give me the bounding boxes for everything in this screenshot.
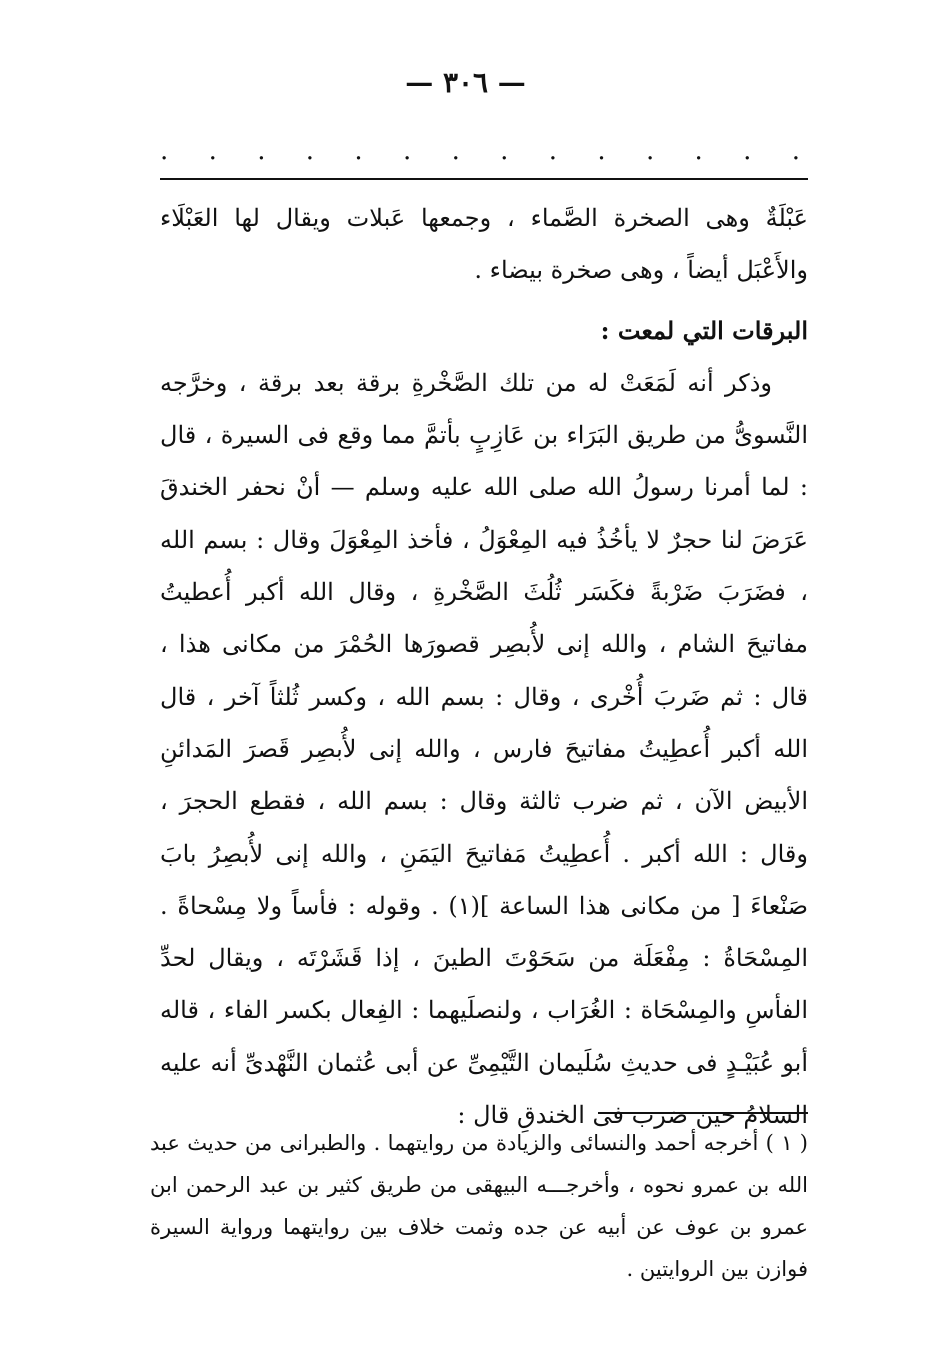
footnote-rule (598, 1112, 808, 1114)
separator-dot: . (451, 136, 460, 166)
separator-dot: . (257, 136, 266, 166)
separator-dot: . (402, 136, 412, 166)
separator-dot: . (645, 136, 655, 166)
separator-dot: . (694, 136, 703, 166)
paragraph-2: وذكر أنه لَمَعَتْ له من تلك الصَّخْرةِ برقة بعد برقة ، وخرَّجه النَّسوىُّ من طريق البَرَاء بن عَازِبٍ بأتمَّ مما وقع فى السيرة ، قال : لما أمرنا رسولُ الله صلى الله عليه وسلم — أنْ نحفر الخندقَ عَرَضَ لنا حجرٌ لا يأخُذُ فيه المِعْوَلُ ، فأخذ المِعْوَلَ وقال : بسم الله ، فضَرَبَ ضَرْبةً فكَسَر ثُلُثَ الصَّخْرةِ ، وقال الله أكبر أُعطيتُ مفاتيحَ الشام ، والله إنى لأُبصِر قصورَها الحُمْرَ من مكانى هذا ، قال : ثم ضَربَ أُخْرى ، وقال : بسم الله ، وكسر ثُلثاً آخر ، قال الله أكبر أُعطِيتُ مفاتيحَ فارس ، والله إنى لأُبصِر قَصرَ المَدائنِ الأبيض الآن ، ثم ضرب ثالثة وقال : بسم الله ، فقطع الحجرَ ، وقال : الله أكبر . أُعطِيتُ مَفاتيحَ اليَمَنِ ، والله إنى لأُبصِرُ بابَ صَنْعاءَ [ من مكانى هذا الساعة ](١) . وقوله : فأساً ولا مِسْحاةً . المِسْحَاةُ : مِفْعَلَة من سَحَوْتَ الطينَ ، إذا قَشَرْتَه ، ويقال لحدِّ الفأسِ والمِسْحَاة : الغُرَاب ، ولنصلَيهما : الفِعال بكسر الفاء ، قاله أبو عُبَيْـدٍ فى حديثِ سُلَيمان التَّيْمِىِّ عن أبى عُثمان النَّهْدىِّ أنه عليه السلامُ حين ضرب فى الخندقِ قال : (160, 368, 809, 1130)
separator-dot: . (548, 136, 558, 166)
separator-dots (160, 138, 800, 164)
separator-dot: . (354, 136, 363, 166)
paragraph-1: عَبْلَةٌ وهى الصخرة الصَّماء ، وجمعها عَبلات ويقال لها العَبْلَاء والأَعْبَل أيضاً ، وهى صخرة بيضاء . (160, 204, 808, 285)
separator-dot: . (597, 136, 606, 166)
body-text (160, 192, 808, 1141)
footnote (150, 1122, 808, 1290)
separator-dot: . (160, 136, 169, 166)
footnote-text: ( ١ ) أخرجه أحمد والنسائى والزيادة من روايتهما . والطبرانى من حديث عبد الله بن عمرو نحوه ، وأخرجـــه البيهقى من طريق كثير بن عبد الرحمن ابن عمرو بن عوف عن أبيه عن جده وثمت خلاف بين روايتهما ورواية السيرة فوازن بين الروايتين . (150, 1131, 808, 1281)
separator-dot: . (305, 136, 315, 166)
section-heading: البرقات التي لمعت : (600, 315, 808, 345)
separator-dot: . (500, 136, 509, 166)
separator-dot: . (208, 136, 217, 166)
top-rule (160, 178, 808, 180)
separator-dot: . (791, 136, 800, 166)
page-number: — ٣٠٦ — (405, 66, 526, 99)
separator-dot: . (743, 136, 752, 166)
